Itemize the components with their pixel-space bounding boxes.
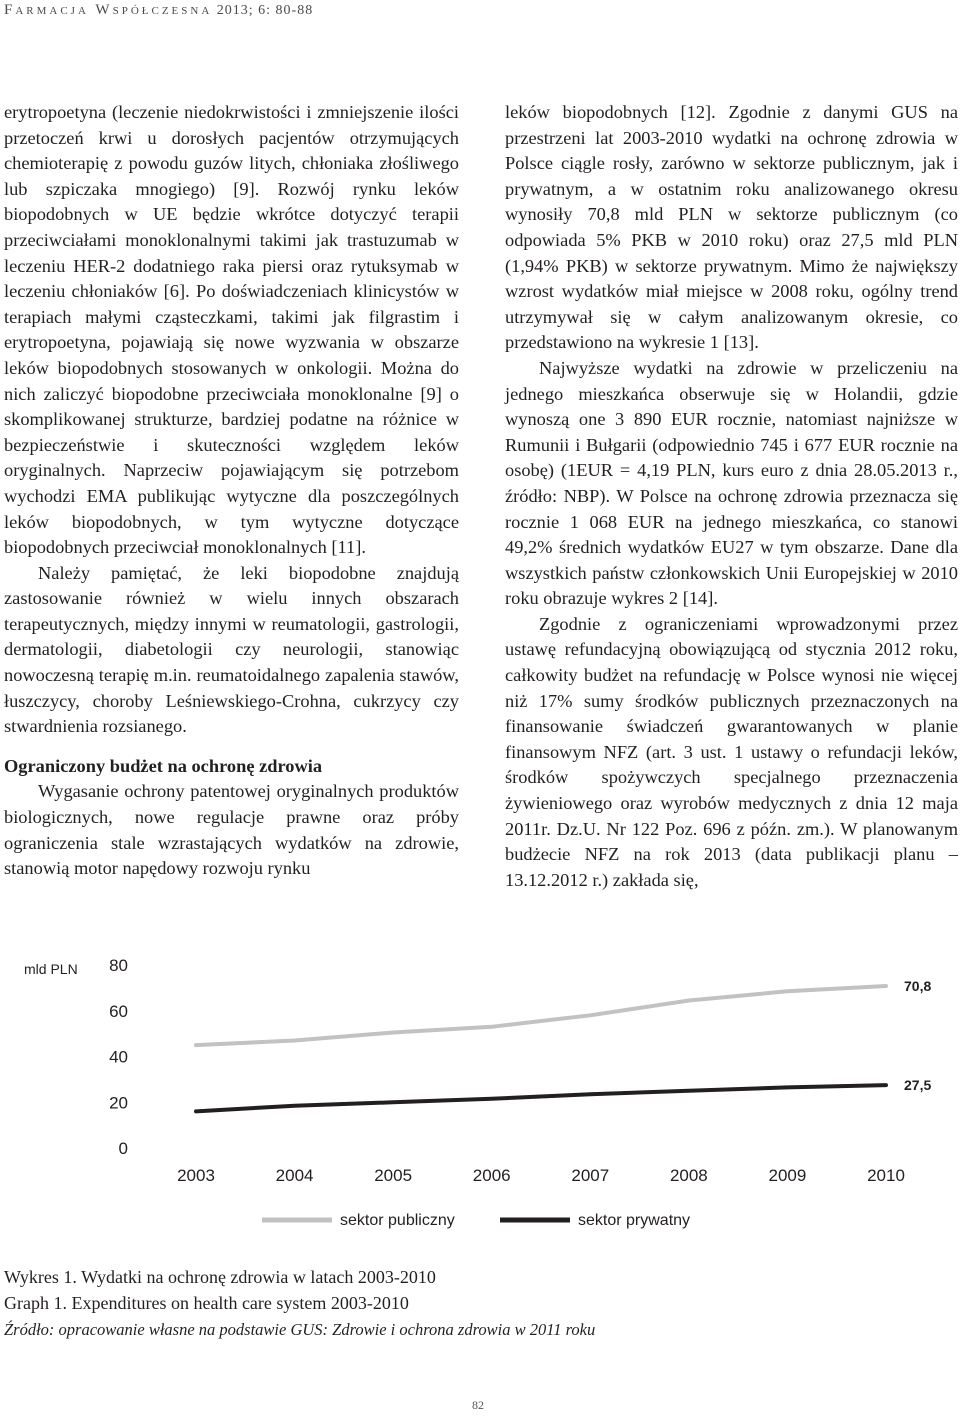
x-tick-label: 2009 (768, 1166, 807, 1185)
figure-caption-en: Graph 1. Expenditures on health care system 2003-2010 (4, 1293, 409, 1313)
x-tick-label: 2006 (472, 1166, 511, 1185)
y-axis-label: mld PLN (24, 961, 78, 977)
journal-name: FARMACJA WSPÓŁCZESNA (4, 2, 213, 18)
series-line-private (196, 1085, 886, 1111)
x-tick-label: 2007 (571, 1166, 610, 1185)
legend-label: sektor prywatny (578, 1212, 691, 1229)
paragraph: Najwyższe wydatki na zdrowie w przeliczeniu na jednego mieszkańca obserwuje się w Holandii, gdzie wynoszą one 3 890 EUR rocznie, natomiast najniższe w Rumunii i Bułgarii (odpowiednio 745 i 677 EUR rocznie na osobę) (1EUR = 4,19 PLN, kurs euro z dnia 28.05.2013 r., źródło: NBP). W Polsce na ochronę zdrowia przeznacza się rocznie 1 068 EUR na jednego mieszkańca, co stanowi 49,2% średnich wydatków EU27 w tym obszarze. Dane dla wszystkich państw członkowskich Unii Europejskiej w 2010 roku obrazuje wykres 2 [14]. (505, 357, 958, 609)
paragraph: Wygasanie ochrony patentowej oryginalnych produktów biologicznych, nowe regulacje prawne oraz próby ograniczenia stale wzrastających wydatków na zdrowie, stanowią motor napędowy rozwoju rynku (4, 781, 459, 879)
series-end-label: 27,5 (904, 1077, 932, 1094)
y-tick-label: 20 (109, 1093, 128, 1113)
series-line-public (196, 986, 886, 1045)
paragraph: Zgodnie z ograniczeniami wprowadzonymi przez ustawę refundacyjną obowiązującą od stycznia 2012 roku, całkowity budżet na refundację w Polsce wynosi nie więcej niż 17% sumy środków publicznych przeznaczonych na finansowanie świadczeń gwarantowanych w planie finansowym NFZ (art. 3 ust. 1 ustawy o refundacji leków, środków spożywczych specjalnego przeznaczenia żywieniowego oraz wyrobów medycznych z dnia 12 maja 2011r. Dz.U. Nr 122 Poz. 696 z późn. zm.). W planowanym budżecie NFZ na rok 2013 (data publikacji planu – 13.12.2012 r.) zakłada się, (505, 613, 958, 890)
x-tick-label: 2005 (374, 1166, 413, 1185)
legend-label: sektor publiczny (340, 1212, 455, 1229)
y-tick-label: 80 (109, 956, 128, 975)
expenditure-line-chart (0, 940, 960, 1240)
paragraph: leków biopodobnych [12]. Zgodnie z danymi GUS na przestrzeni lat 2003-2010 wydatki na ochronę zdrowia w Polsce ciągle rosły, zarówno w sektorze publicznym, jak i prywatnym, a w ostatnim roku analizowanego okresu wynosiły 70,8 mld PLN w sektorze publicznym (co odpowiada 5% PKB w 2010 roku) oraz 27,5 mld PLN (1,94% PKB) w sektorze prywatnym. Mimo że największy wzrost wydatków miał miejsce w 2008 roku, ogólny trend utrzymywał się w całym analizowanym okresie, co przedstawiono na wykresie 1 [13]. (505, 102, 958, 353)
x-tick-label: 2008 (669, 1166, 708, 1185)
running-header (4, 2, 313, 19)
paragraph: erytropoetyna (leczenie niedokrwistości i zmniejszenie ilości przetoczeń krwi u dorosłych pacjentów otrzymujących chemioterapię z powodu guzów litych, chłoniaka złośliwego lub szpiczaka mnogiego) [9]. Rozwój rynku leków biopodobnych w UE będzie wkrótce dotyczyć terapii przeciwciałami monoklonalnymi takimi jak trastuzumab w leczeniu HER-2 dodatniego raka piersi oraz rytuksymab w leczeniu chłoniaków [6]. Po doświadczeniach klinicystów w terapiach małymi cząsteczkami, takimi jak filgrastim i erytropoetyna, pojawiają się nowe wyzwania w obszarze leków biopodobnych stosowanych w onkologii. Można do nich zaliczyć biopodobne przeciwciała monoklonalne [9] o skomplikowanej strukturze, bardziej podatne na różnice w bezpieczeństwie i skuteczności względem leków oryginalnych. Naprzeciw pojawiającym się potrzebom wychodzi EMA publikując wytyczne dla poszczególnych leków biopodobnych, w tym wytyczne dotyczące biopodobnych przeciwciał monoklonalnych [11]. (4, 102, 459, 558)
journal-citation: 2013; 6: 80-88 (216, 3, 314, 18)
x-tick-label: 2004 (275, 1166, 314, 1185)
page-number: 82 (472, 1398, 484, 1412)
left-column (4, 100, 459, 882)
series-end-label: 70,8 (904, 978, 932, 995)
paragraph: Należy pamiętać, że leki biopodobne znajdują zastosowanie również w wielu innych obszarach terapeutycznych, między innymi w reumatologii, gastrologii, dermatologii, diabetologii czy neurologii, stanowiąc nowoczesną terapię m.in. reumatoidalnego zapalenia stawów, łuszczycy, choroby Leśniewskiego-Crohna, cukrzycy czy stwardnienia rozsianego. (4, 562, 459, 737)
x-tick-label: 2010 (867, 1166, 905, 1185)
x-tick-label: 2003 (177, 1166, 215, 1185)
y-tick-label: 0 (118, 1139, 128, 1158)
right-column (505, 100, 958, 893)
y-tick-label: 40 (109, 1047, 128, 1067)
y-tick-label: 60 (109, 1001, 128, 1021)
section-heading: Ograniczony budżet na ochronę zdrowia (4, 755, 323, 776)
figure-source: Źródło: opracowanie własne na podstawie GUS: Zdrowie i ochrona zdrowia w 2011 roku (4, 1320, 596, 1339)
figure-caption-pl: Wykres 1. Wydatki na ochronę zdrowia w latach 2003-2010 (4, 1267, 436, 1287)
